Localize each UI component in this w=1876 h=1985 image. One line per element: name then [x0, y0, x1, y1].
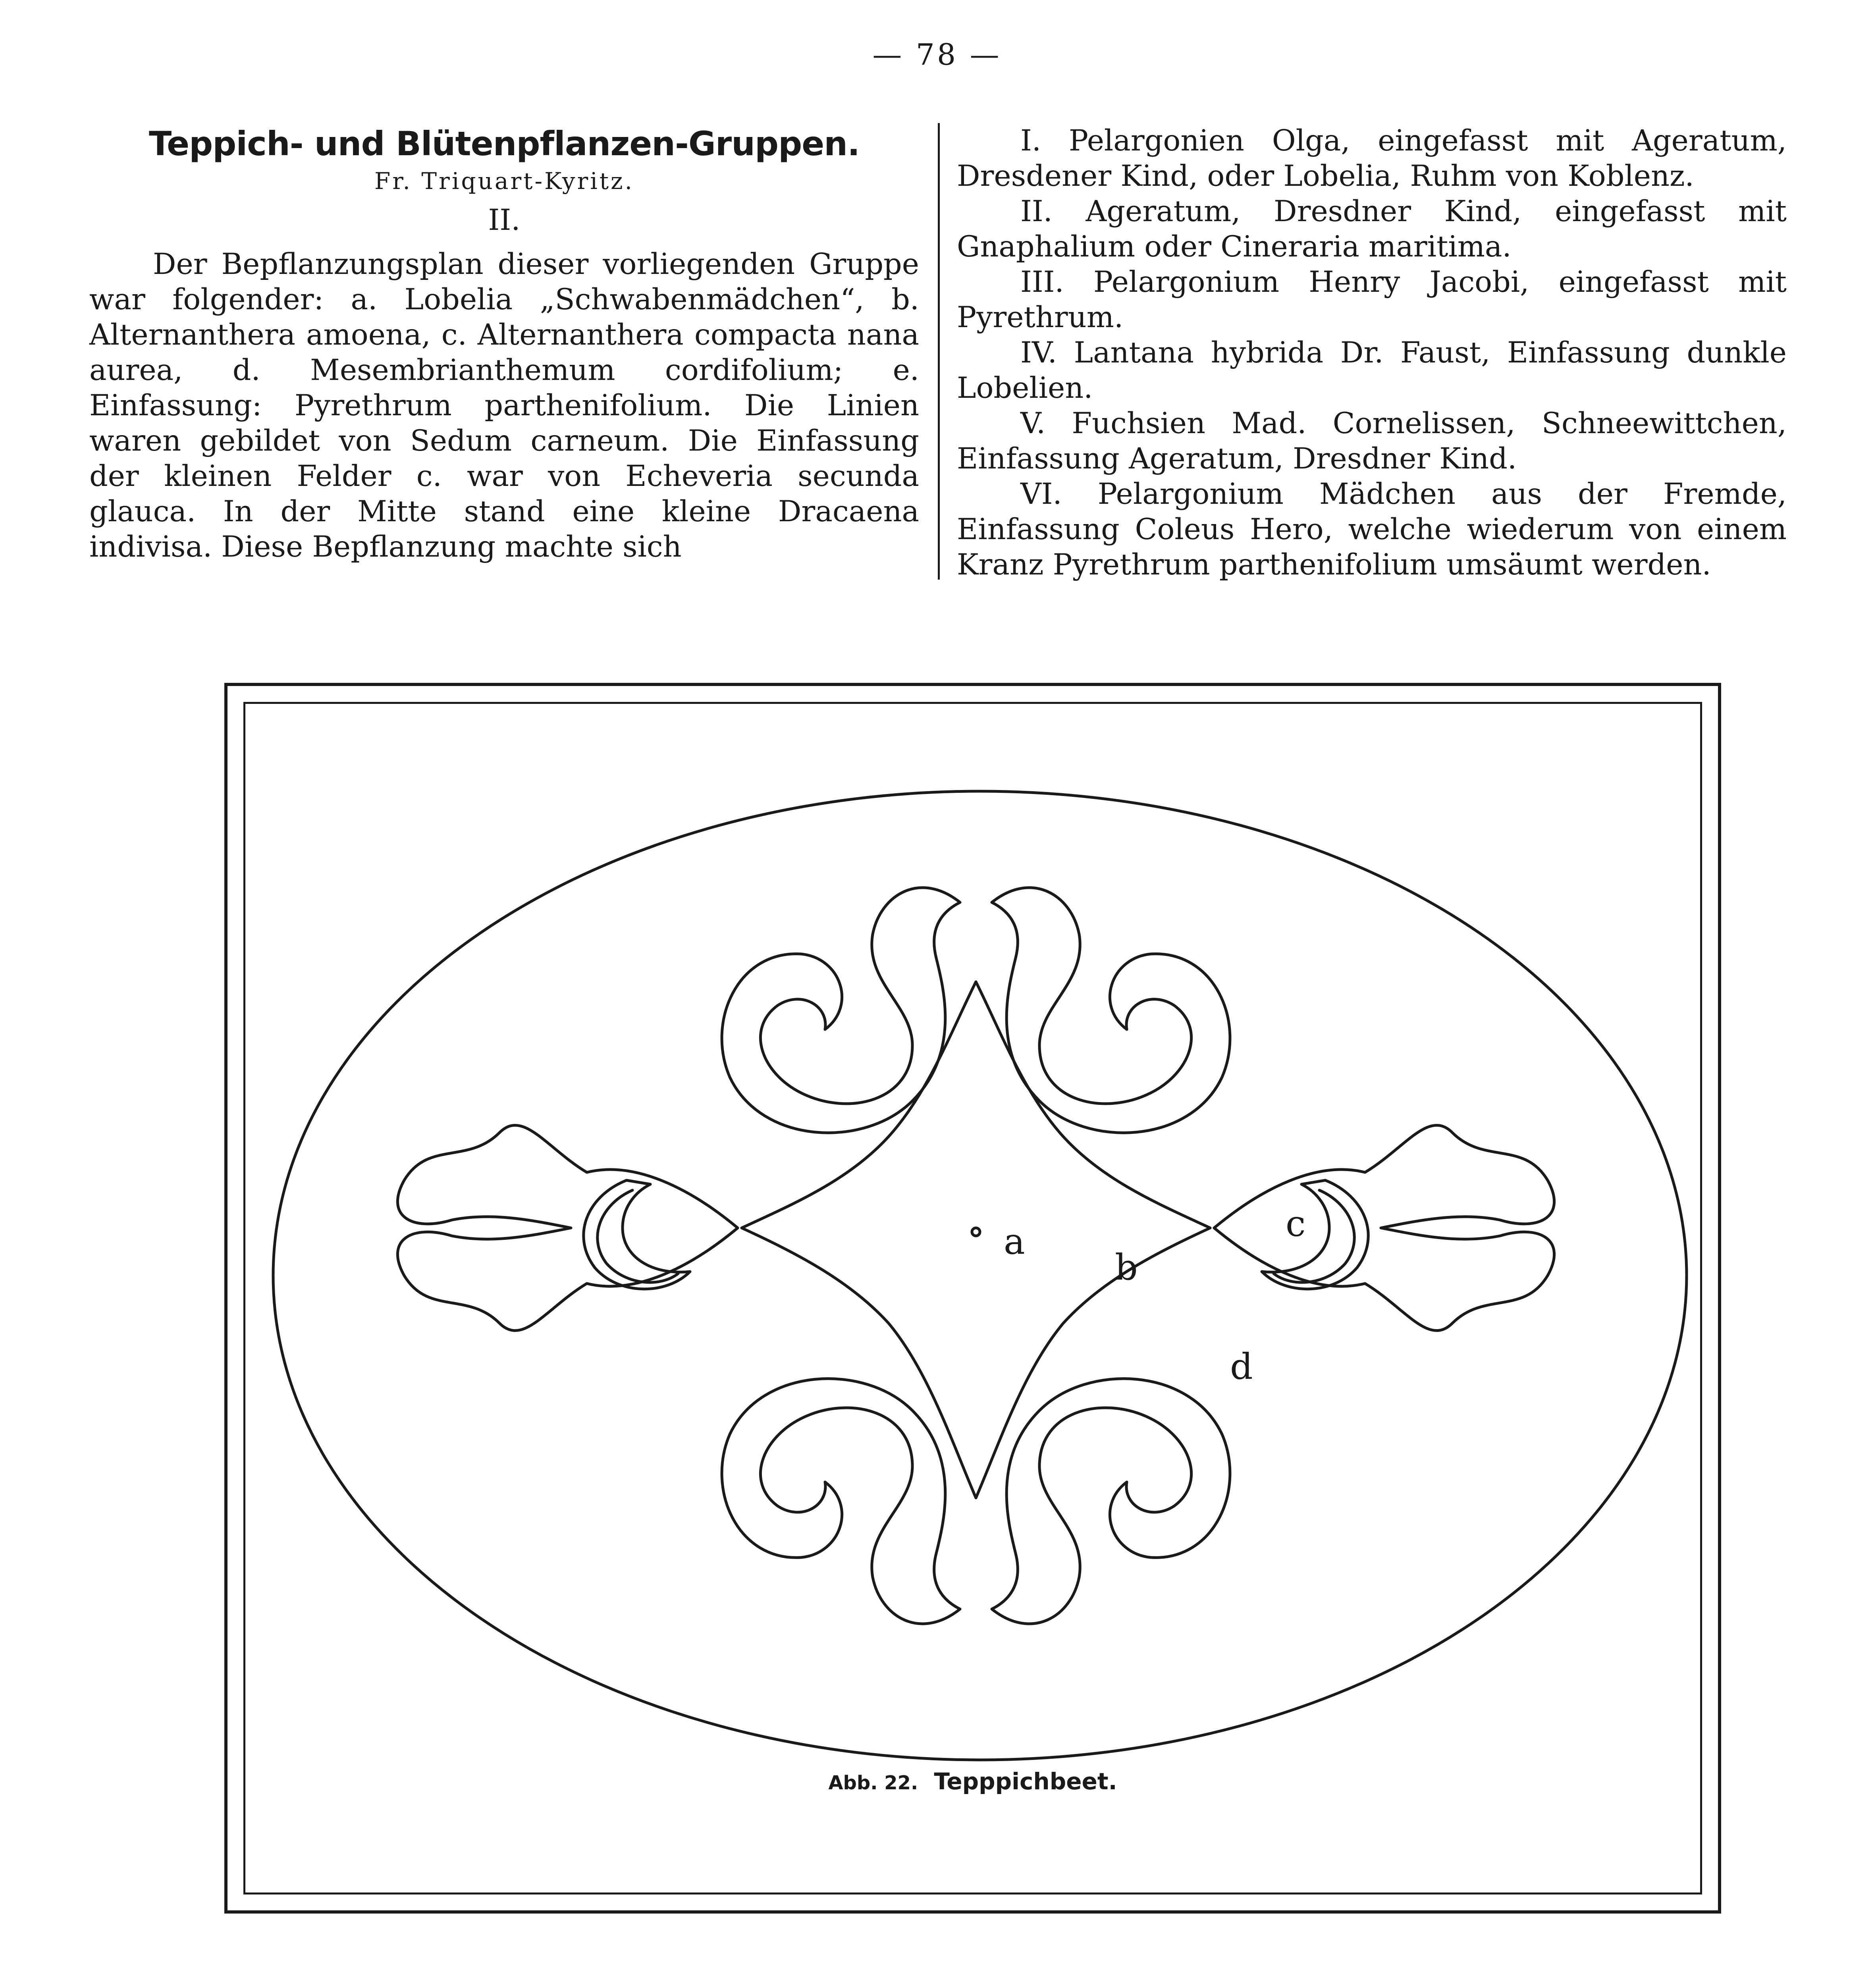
scroll-upper-right [992, 888, 1230, 1133]
bed-outline-oval [273, 791, 1687, 1760]
article1-list-item: I. Pelargonien Olga, eingefasst mit Ageratum, Dresdener Kind, oder Lobelia, Ruhm von Koblenz. [957, 124, 1787, 193]
article1-list-item: II. Ageratum, Dresdner Kind, eingefasst mit Gnaphalium oder Cineraria maritima. [957, 195, 1787, 264]
figure-caption [245, 1768, 1700, 1795]
scroll-lower-left [722, 1379, 960, 1624]
leaf-left [397, 1125, 738, 1330]
scroll-upper-left [722, 888, 960, 1133]
figure-letter-b: b [1115, 1247, 1138, 1288]
carpet-bed-plan-illustration [245, 704, 1706, 1899]
article1-list-item: IV. Lantana hybrida Dr. Faust, Einfassung dunkle Lobelien. [957, 336, 1787, 405]
article1-top-left-column [89, 123, 919, 565]
article1-section-number: II. [488, 203, 521, 237]
central-cross-path [742, 982, 1210, 1498]
column-divider-top [938, 123, 940, 580]
article1-title: Teppich- und Blütenpflanzen-Gruppen. [149, 124, 860, 163]
figure-letter-c: c [1286, 1203, 1306, 1245]
article1-list-item: III. Pelargonium Henry Jacobi, eingefasst mit Pyrethrum. [957, 265, 1787, 334]
figure-inner-frame [243, 702, 1702, 1894]
page-number: — 78 — [872, 38, 1002, 72]
article1-list-item: VI. Pelargonium Mädchen aus der Fremde, Einfassung Coleus Hero, welche wiederum von einem Kranz Pyrethrum parthenifolium umsäumt werden. [957, 477, 1787, 582]
figure-caption-label: Abb. 22. [828, 1772, 918, 1794]
crescent-field-left [584, 1180, 690, 1289]
figure-frame [224, 683, 1721, 1914]
figure-caption-title: Tepppichbeet. [934, 1768, 1117, 1795]
article1-paragraph-plan: Der Bepflanzungsplan dieser vorliegenden Gruppe war folgender: a. Lobelia „Schwabenmädchen“, b. Alternanthera amoena, c. Alternanthera compacta nana aurea, d. Mesembrianthemum cordifolium; e. Einfassung: Pyrethrum parthenifolium. Die Linien waren gebildet von Sedum carneum. Die Einfassung der kleinen Felder c. war von Echeveria secunda glauca. In der Mitte stand eine kleine Dracaena indivisa. Diese Bepflanzung machte sich [89, 247, 919, 564]
crescent-field-right [1262, 1180, 1368, 1289]
center-point-dracaena [972, 1228, 980, 1236]
article1-list-item: V. Fuchsien Mad. Cornelissen, Schneewittchen, Einfassung Ageratum, Dresdner Kind. [957, 407, 1787, 476]
leaf-right [1214, 1125, 1554, 1330]
figure-letter-d: d [1230, 1346, 1253, 1388]
article1-author: Fr. Triquart-Kyritz. [374, 168, 634, 195]
figure-letter-a: a [1004, 1221, 1025, 1262]
crescent-field-left-inner [598, 1190, 678, 1282]
article1-top-right-column [957, 123, 1787, 582]
scroll-lower-right [992, 1379, 1230, 1624]
